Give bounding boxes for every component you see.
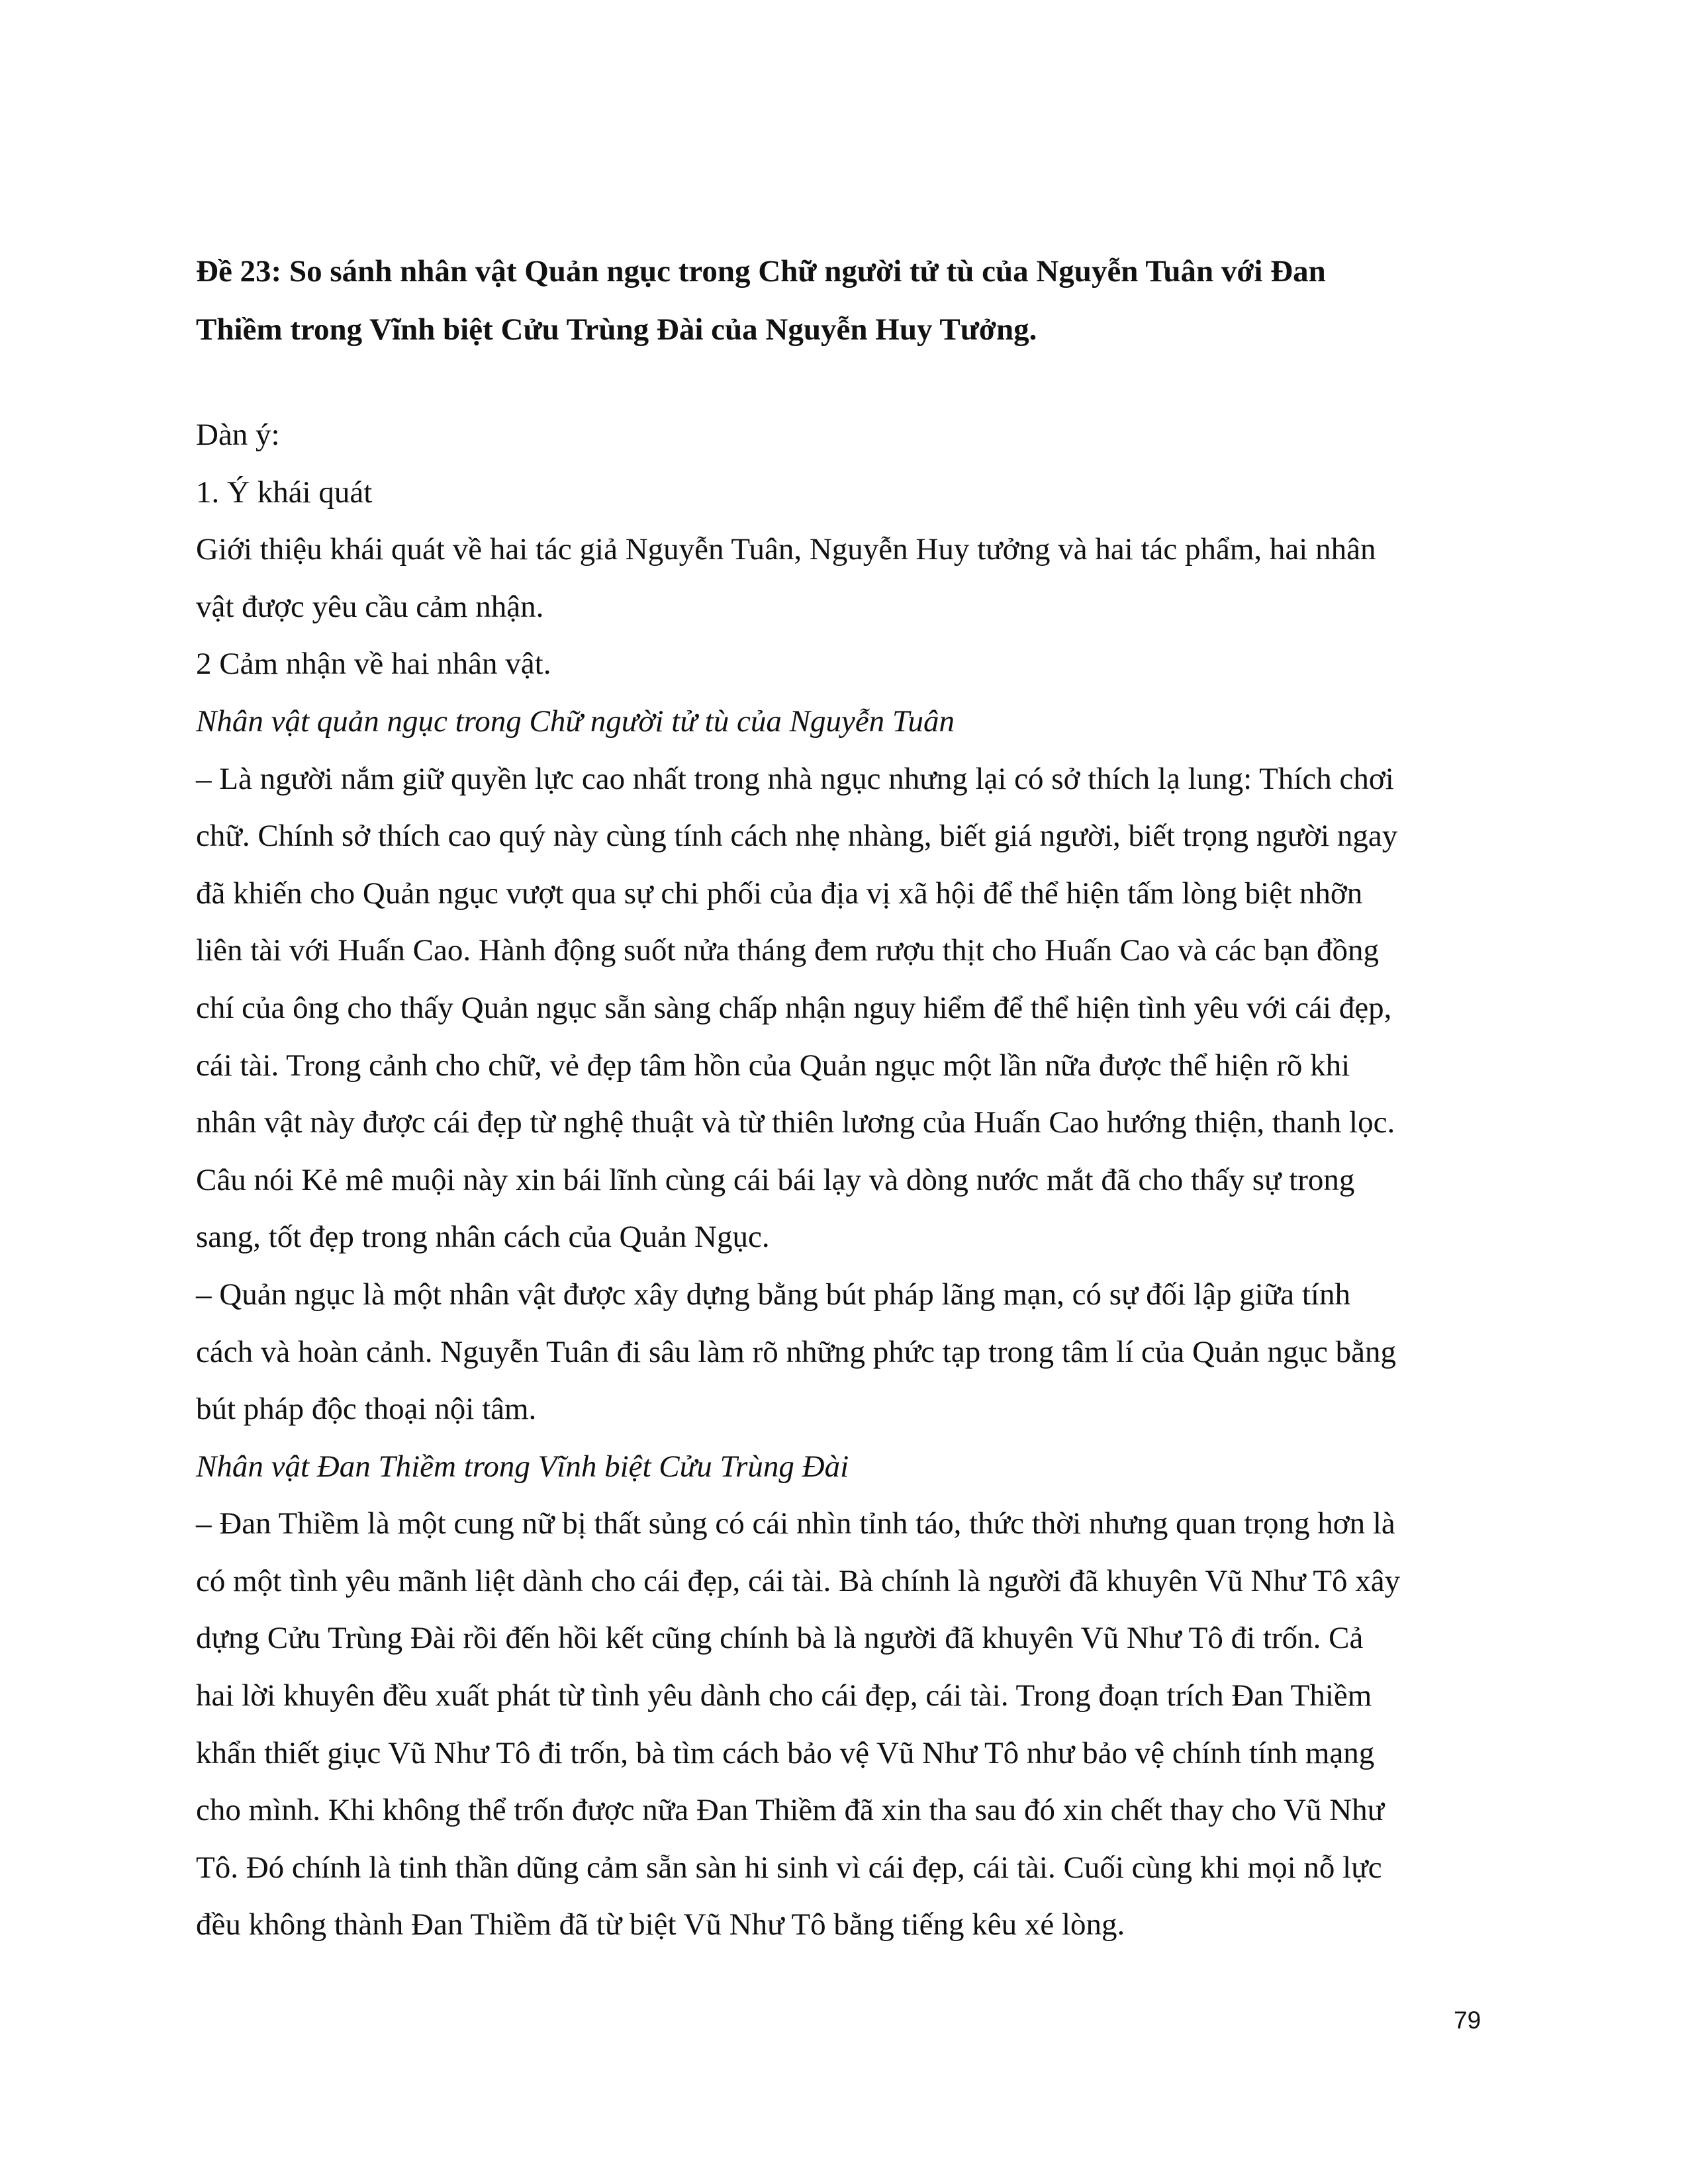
text-line: bút pháp độc thoại nội tâm. bbox=[196, 1392, 537, 1427]
page-title bbox=[196, 242, 1493, 359]
text-line: Giới thiệu khái quát về hai tác giả Nguyễn Tuân, Nguyễn Huy tưởng và hai tác phẩm, hai nhân bbox=[196, 532, 1376, 567]
subsection-heading: Nhân vật Đan Thiềm trong Vĩnh biệt Cửu Trùng Đài bbox=[196, 1449, 849, 1484]
section-heading: 2 Cảm nhận về hai nhân vật. bbox=[196, 647, 551, 682]
text-line: hai lời khuyên đều xuất phát từ tình yêu dành cho cái đẹp, cái tài. Trong đoạn trích Đan Thiềm bbox=[196, 1678, 1372, 1713]
text-line: dựng Cửu Trùng Đài rồi đến hồi kết cũng chính bà là người đã khuyên Vũ Như Tô đi trốn. Cả bbox=[196, 1621, 1364, 1656]
page-number: 79 bbox=[1454, 2007, 1481, 2034]
text-line: cách và hoàn cảnh. Nguyễn Tuân đi sâu làm rõ những phức tạp trong tâm lí của Quản ngục bằng bbox=[196, 1334, 1397, 1369]
text-line: – Đan Thiềm là một cung nữ bị thất sủng có cái nhìn tỉnh táo, thức thời nhưng quan trọng hơn là bbox=[196, 1506, 1395, 1541]
text-line: – Quản ngục là một nhân vật được xây dựng bằng bút pháp lãng mạn, có sự đối lập giữa tính bbox=[196, 1277, 1350, 1312]
text-line: cho mình. Khi không thể trốn được nữa Đan Thiềm đã xin tha sau đó xin chết thay cho Vũ Như bbox=[196, 1793, 1385, 1828]
body-text bbox=[196, 406, 1493, 1954]
text-line: đã khiến cho Quản ngục vượt qua sự chi phối của địa vị xã hội để thể hiện tấm lòng biệt nhỡn bbox=[196, 876, 1363, 911]
text-line: nhân vật này được cái đẹp từ nghệ thuật và từ thiên lương của Huấn Cao hướng thiện, thanh lọc. bbox=[196, 1105, 1395, 1140]
text-line: – Là người nắm giữ quyền lực cao nhất trong nhà ngục nhưng lại có sở thích lạ lung: Thích chơi bbox=[196, 761, 1394, 796]
text-line: sang, tốt đẹp trong nhân cách của Quản Ngục. bbox=[196, 1220, 770, 1255]
text-line: vật được yêu cầu cảm nhận. bbox=[196, 589, 544, 624]
text-line: đều không thành Đan Thiềm đã từ biệt Vũ Như Tô bằng tiếng kêu xé lòng. bbox=[196, 1907, 1125, 1942]
title-line: Đề 23: So sánh nhân vật Quản ngục trong Chữ người tử tù của Nguyễn Tuân với Đan bbox=[196, 254, 1326, 289]
text-line: Câu nói Kẻ mê muội này xin bái lĩnh cùng cái bái lạy và dòng nước mắt đã cho thấy sự trong bbox=[196, 1162, 1355, 1197]
text-line: liên tài với Huấn Cao. Hành động suốt nửa tháng đem rượu thịt cho Huấn Cao và các bạn đồng bbox=[196, 933, 1380, 968]
document-page bbox=[196, 242, 1493, 1954]
subsection-heading: Nhân vật quản ngục trong Chữ người tử tù của Nguyễn Tuân bbox=[196, 704, 955, 739]
text-line: có một tình yêu mãnh liệt dành cho cái đẹp, cái tài. Bà chính là người đã khuyên Vũ Như Tô xây bbox=[196, 1563, 1401, 1598]
text-line: cái tài. Trong cảnh cho chữ, vẻ đẹp tâm hồn của Quản ngục một lần nữa được thể hiện rõ khi bbox=[196, 1048, 1350, 1083]
section-heading: 1. Ý khái quát bbox=[196, 475, 373, 510]
text-line: chí của ông cho thấy Quản ngục sẵn sàng chấp nhận nguy hiểm để thể hiện tình yêu với cái đẹp, bbox=[196, 990, 1392, 1025]
outline-label: Dàn ý: bbox=[196, 418, 280, 452]
text-line: Tô. Đó chính là tinh thần dũng cảm sẵn sàn hi sinh vì cái đẹp, cái tài. Cuối cùng khi mọi nỗ lực bbox=[196, 1850, 1382, 1885]
text-line: khẩn thiết giục Vũ Như Tô đi trốn, bà tìm cách bảo vệ Vũ Như Tô như bảo vệ chính tính mạng bbox=[196, 1735, 1375, 1770]
text-line: chữ. Chính sở thích cao quý này cùng tính cách nhẹ nhàng, biết giá người, biết trọng người ngay bbox=[196, 819, 1398, 854]
title-line: Thiềm trong Vĩnh biệt Cửu Trùng Đài của Nguyễn Huy Tưởng. bbox=[196, 312, 1037, 347]
